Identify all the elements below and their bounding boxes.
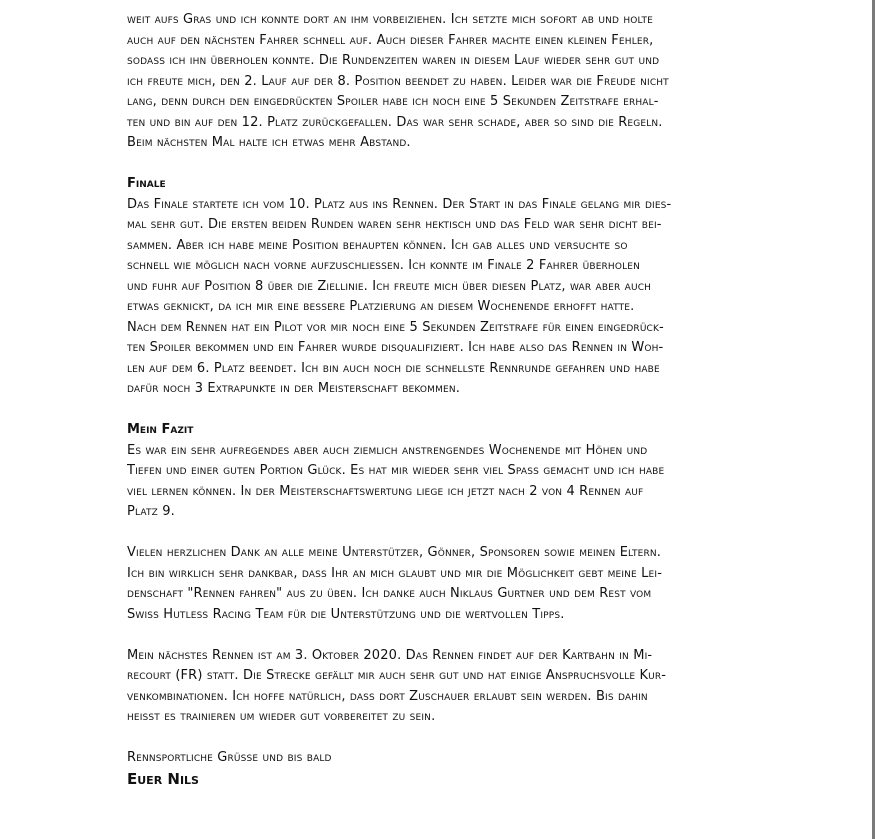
text-line: sodass ich ihn überholen konnte. Die Rundenzeiten waren in diesem Lauf wieder sehr gut und [127,53,660,68]
text-line: sammen. Aber ich habe meine Position behaupten können. Ich gab alles und versuchte so [127,237,628,253]
text-line: viel lernen können. In der Meisterschaftswertung liege ich jetzt nach 2 von 4 Rennen auf [127,483,644,499]
text-line: Das Finale startete ich vom 10. Platz aus ins Rennen. Der Start in das Finale gelang mir dies- [127,196,672,212]
text-line: Platz 9. [127,504,175,519]
text-line: ich freute mich, den 2. Lauf auf der 8. Position beendet zu haben. Leider war die Freude nicht [127,73,669,89]
text-line: und fuhr auf Position 8 über die Ziellinie. Ich freute mich über diesen Platz, war aber auch [127,278,652,294]
text-line: len auf dem 6. Platz beendet. Ich bin auch noch die schnellste Rennrunde gefahren und habe [127,360,660,376]
fazit-paragraph [127,441,787,523]
text-line: dafür noch 3 Extrapunkte in der Meisterschaft bekommen. [127,381,460,396]
next-race-paragraph [127,646,787,728]
text-line: Nach dem Rennen hat ein Pilot vor mir noch eine 5 Sekunden Zeitstrafe für einen eingedrück- [127,319,664,335]
intro-paragraph [127,10,787,154]
text-line: Ich bin wirklich sehr dankbar, dass Ihr an mich glaubt und mir die Möglichkeit gebt meine Lei- [127,565,663,581]
text-line: Beim nächsten Mal halte ich etwas mehr Abstand. [127,135,411,150]
text-line: Mein nächstes Rennen ist am 3. Oktober 2020. Das Rennen findet auf der Kartbahn in Mi- [127,647,653,663]
section-heading-fazit: Mein Fazit [127,422,194,437]
section-heading-finale: Finale [127,176,166,191]
text-line: Es war ein sehr aufregendes aber auch ziemlich anstrengendes Wochenende mit Höhen und [127,442,648,458]
text-line: ten Spoiler bekommen und ein Fahrer wurde disqualifiziert. Ich habe also das Rennen in Woh- [127,340,664,355]
text-line: schnell wie möglich nach vorne aufzuschliessen. Ich konnte im Finale 2 Fahrer überholen [127,258,640,273]
text-line: recourt (FR) statt. Die Strecke gefällt mir auch sehr gut und hat einige Anspruchsvolle Kur- [127,668,667,683]
text-line: ten und bin auf den 12. Platz zurückgefallen. Das war sehr schade, aber so sind die Regeln. [127,114,663,130]
text-line: lang, denn durch den eingedrückten Spoiler habe ich noch eine 5 Sekunden Zeitstrafe erhal- [127,94,659,109]
document-body [127,10,787,789]
text-line: etwas geknickt, da ich mir eine bessere Platzierung an diesem Wochenende erhofft hatte. [127,299,635,314]
text-line: auch auf den nächsten Fahrer schnell auf. Auch dieser Fahrer machte einen kleinen Fehler, [127,32,654,48]
text-line: Tiefen und einer guten Portion Glück. Es hat mir wieder sehr viel Spass gemacht und ich habe [127,463,665,478]
signature: Euer Nils [127,769,199,788]
text-line: denschaft "Rennen fahren" aus zu üben. Ich danke auch Niklaus Gurtner und dem Rest vom [127,586,652,601]
text-line: heisst es trainieren um wieder gut vorbereitet zu sein. [127,709,436,724]
text-line: Swiss Hutless Racing Team für die Unterstützung und die wertvollen Tipps. [127,606,565,622]
finale-paragraph [127,195,787,400]
thanks-paragraph [127,543,787,625]
text-line: Vielen herzlichen Dank an alle meine Unterstützer, Gönner, Sponsoren sowie meinen Eltern. [127,545,662,560]
text-line: venkombinationen. Ich hoffe natürlich, dass dort Zuschauer erlaubt sein werden. Bis dahin [127,688,648,704]
text-line: mal sehr gut. Die ersten beiden Runden waren sehr hektisch und das Feld war sehr dicht bei- [127,217,662,232]
closing-greeting: Rennsportliche Grüsse und bis bald [127,750,332,765]
text-line: weit aufs Gras und ich konnte dort an ihm vorbeiziehen. Ich setzte mich sofort ab und holte [127,12,653,27]
